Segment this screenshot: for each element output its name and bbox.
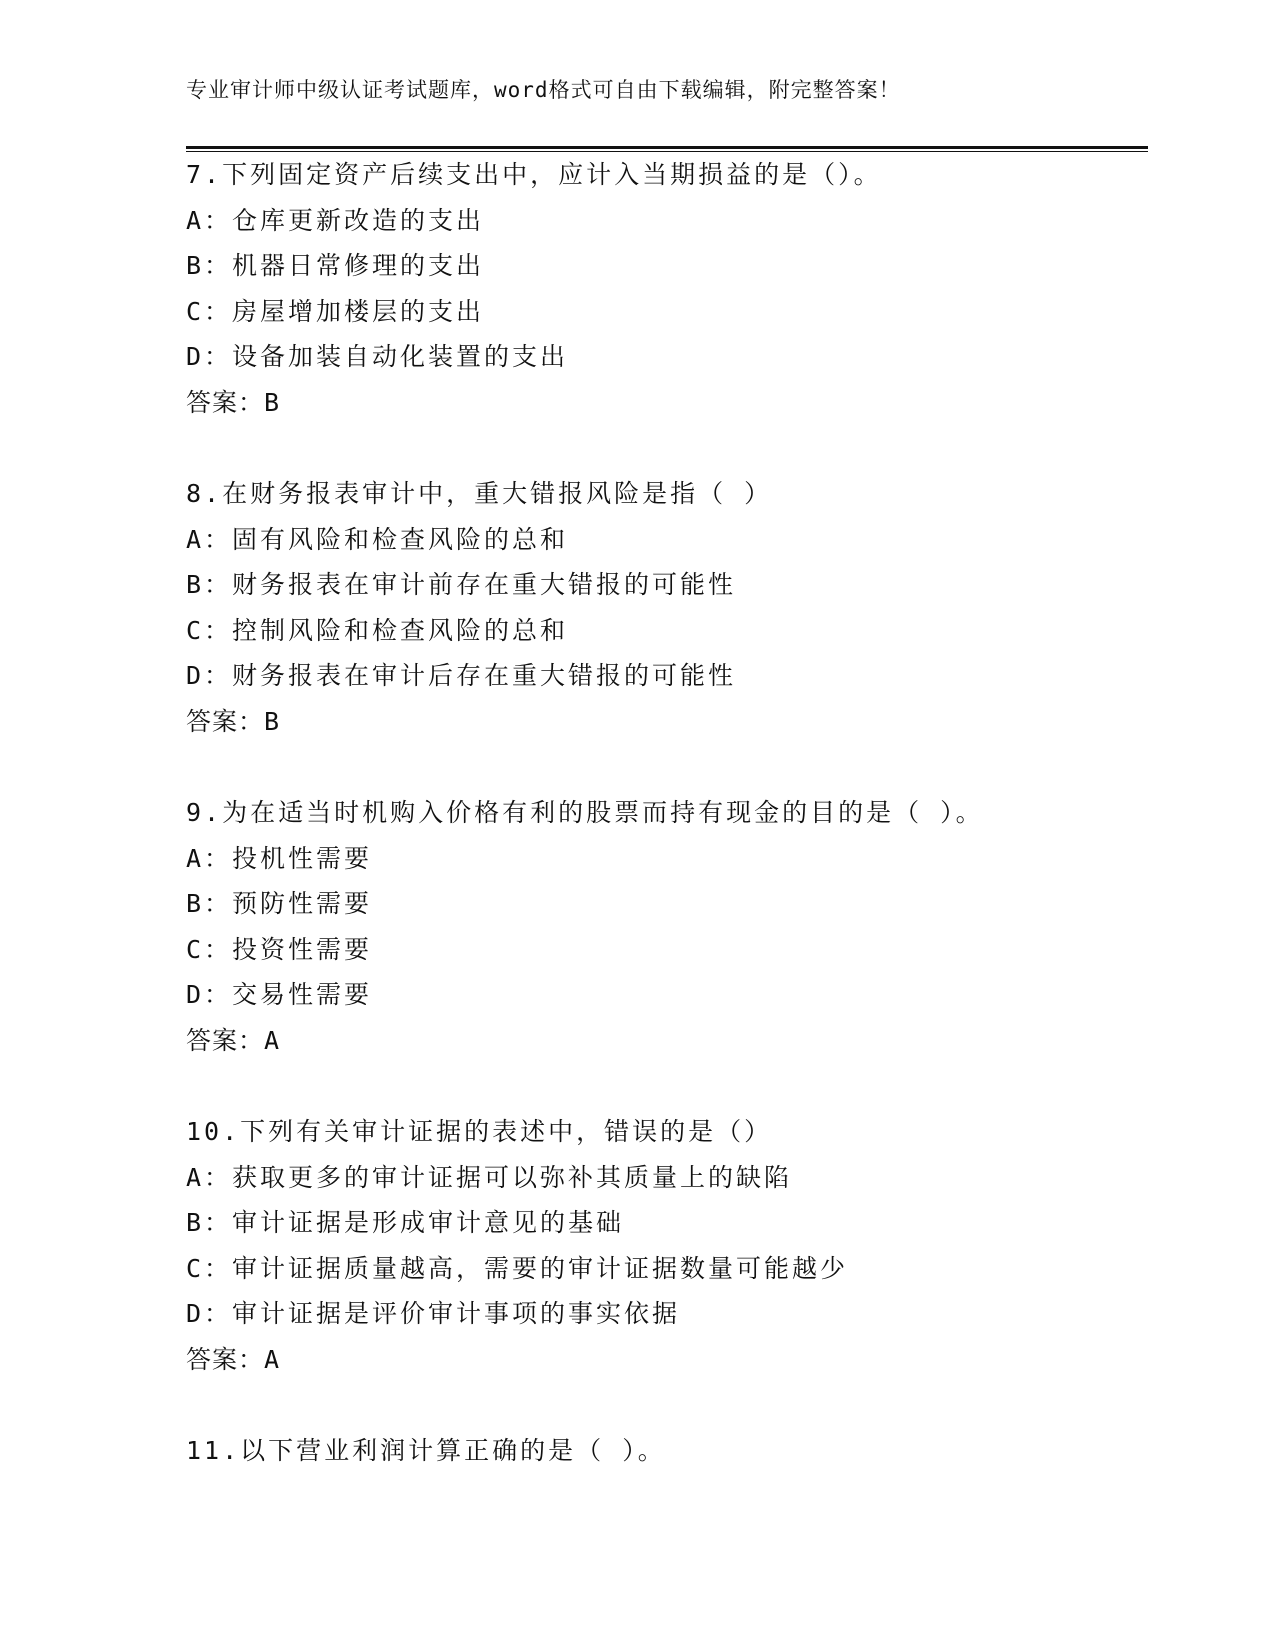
- option-a: A：仓库更新改造的支出: [186, 205, 485, 235]
- option-b: B：机器日常修理的支出: [186, 251, 485, 280]
- question-7: [186, 152, 1146, 425]
- answer: 答案：A: [186, 1025, 281, 1055]
- option-d: D：交易性需要: [186, 980, 373, 1009]
- option-c: C：审计证据质量越高，需要的审计证据数量可能越少: [186, 1253, 849, 1283]
- question-9: [186, 790, 1146, 1063]
- question-8: [186, 471, 1146, 744]
- option-a: A：投机性需要: [186, 843, 373, 873]
- question-10: [186, 1109, 1146, 1382]
- option-d: D：设备加装自动化装置的支出: [186, 342, 569, 371]
- option-d: D：审计证据是评价审计事项的事实依据: [186, 1299, 681, 1328]
- option-b: B：审计证据是形成审计意见的基础: [186, 1208, 625, 1237]
- question-stem: 10.下列有关审计证据的表述中，错误的是（）: [186, 1117, 773, 1146]
- option-a: A：获取更多的审计证据可以弥补其质量上的缺陷: [186, 1162, 793, 1192]
- option-c: C：控制风险和检查风险的总和: [186, 615, 569, 645]
- option-c: C：投资性需要: [186, 934, 373, 964]
- question-stem: 7.下列固定资产后续支出中，应计入当期损益的是（）。: [186, 160, 882, 189]
- answer: 答案：B: [186, 387, 281, 417]
- question-stem: 11.以下营业利润计算正确的是（ ）。: [186, 1436, 666, 1465]
- answer: 答案：B: [186, 706, 281, 736]
- header-rule-thick: [186, 146, 1148, 149]
- option-a: A：固有风险和检查风险的总和: [186, 524, 569, 554]
- answer: 答案：A: [186, 1344, 281, 1374]
- option-d: D：财务报表在审计后存在重大错报的可能性: [186, 661, 737, 690]
- question-stem: 9.为在适当时机购入价格有利的股票而持有现金的目的是（ ）。: [186, 798, 984, 827]
- option-b: B：财务报表在审计前存在重大错报的可能性: [186, 570, 737, 599]
- page-header: 专业审计师中级认证考试题库，word格式可自由下载编辑，附完整答案！: [186, 78, 901, 102]
- option-c: C：房屋增加楼层的支出: [186, 296, 485, 326]
- question-stem: 8.在财务报表审计中，重大错报风险是指（ ）: [186, 479, 773, 508]
- question-11: [186, 1428, 1146, 1474]
- option-b: B：预防性需要: [186, 889, 373, 918]
